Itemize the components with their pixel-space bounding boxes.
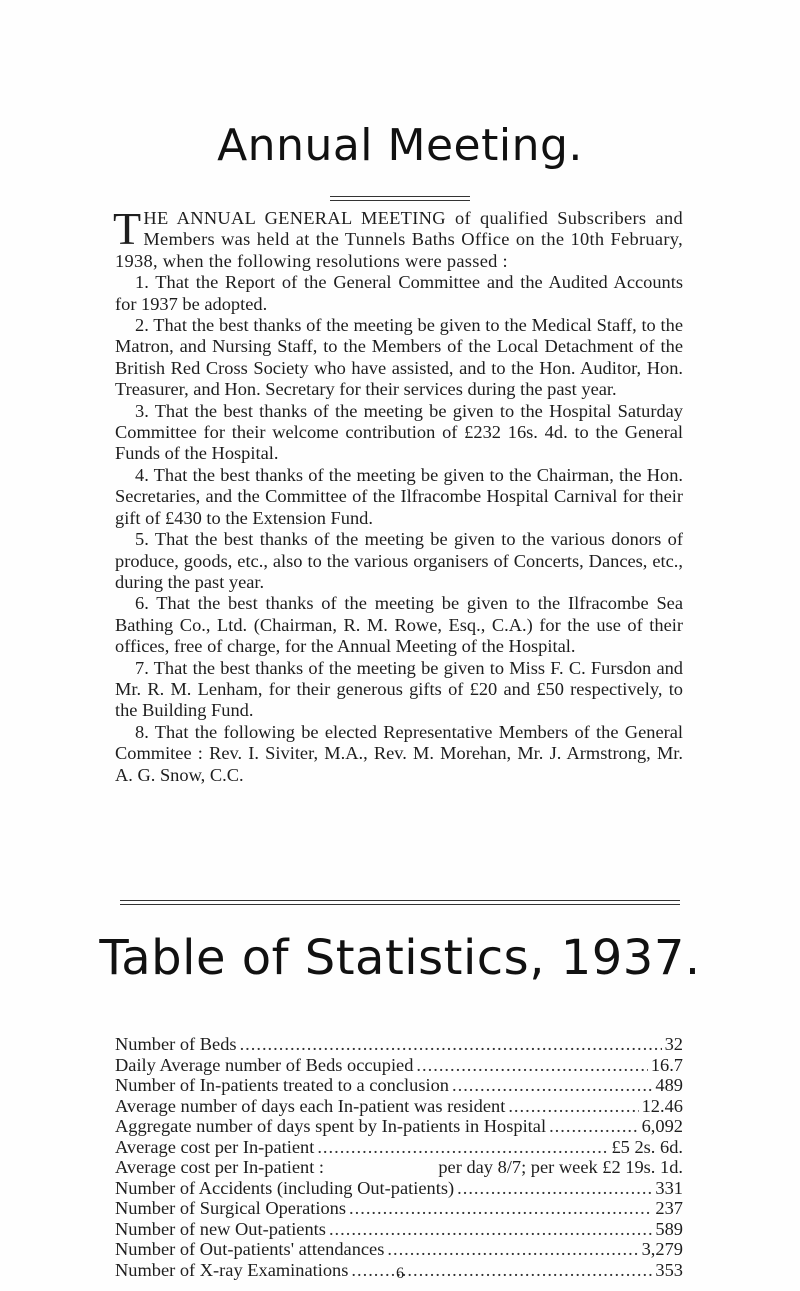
leader-dots xyxy=(387,1239,638,1260)
leader-dots xyxy=(508,1096,638,1117)
leader-dots xyxy=(416,1055,647,1076)
stat-value: 12.46 xyxy=(641,1095,683,1116)
stat-row xyxy=(115,1198,683,1219)
statistics-table xyxy=(115,1034,683,1280)
leader-dots xyxy=(457,1178,652,1199)
leader-dots xyxy=(240,1034,662,1055)
resolution-4: 4. That the best thanks of the meeting be given to the Chairman, the Hon. Secretaries, and the Committee of the Ilfracombe Hospital Carnival for their gift of £430 to the Extension Fund. xyxy=(115,464,683,528)
stat-value: 353 xyxy=(655,1259,683,1280)
stat-row xyxy=(115,1055,683,1076)
stat-label: Number of Surgical Operations xyxy=(115,1198,347,1218)
intro-paragraph xyxy=(113,203,683,272)
resolution-1: 1. That the Report of the General Committee and the Audited Accounts for 1937 be adopted. xyxy=(115,272,683,314)
leader-dots xyxy=(329,1219,652,1240)
resolution-2: 2. That the best thanks of the meeting be given to the Medical Staff, to the Matron, and Nursing Staff, to the Members of the Local Detachment of the British Red Cross Society who have assisted, and to the Hon. Auditor, Hon. Treasurer, and Hon. Secretary for their services during the past year. xyxy=(115,315,683,400)
page-title: Annual Meeting. xyxy=(217,120,583,171)
stat-value: 331 xyxy=(655,1177,683,1198)
stat-value: £5 2s. 6d. xyxy=(611,1136,683,1157)
stat-label: Average cost per In-patient : xyxy=(115,1157,325,1177)
meeting-report xyxy=(113,203,683,786)
stat-value: 6,092 xyxy=(641,1116,683,1136)
stat-value: 489 xyxy=(655,1075,683,1095)
stat-value: 237 xyxy=(655,1198,683,1218)
leader-dots xyxy=(349,1198,652,1219)
stat-label: Daily Average number of Beds occupied xyxy=(115,1054,414,1075)
stat-value: 3,279 xyxy=(641,1239,683,1259)
stat-value: 16.7 xyxy=(650,1054,683,1075)
resolution-7: 7. That the best thanks of the meeting be given to Miss F. C. Fursdon and Mr. R. M. Lenham, for their generous gifts of £20 and £50 respectively, to the Building Fund. xyxy=(115,657,683,721)
stat-label: Number of In-patients treated to a conclusion xyxy=(115,1075,449,1095)
leader-dots xyxy=(452,1075,652,1096)
stat-value: 32 xyxy=(664,1034,683,1054)
stat-row xyxy=(115,1219,683,1240)
stat-label: Number of Accidents (including Out-patients) xyxy=(115,1177,455,1198)
stat-value: per day 8/7; per week £2 19s. 1d. xyxy=(438,1157,683,1177)
stat-value: 589 xyxy=(655,1218,683,1239)
stat-row xyxy=(115,1157,683,1178)
stat-row xyxy=(115,1239,683,1260)
stat-row xyxy=(115,1178,683,1199)
stat-label: Aggregate number of days spent by In-patients in Hospital xyxy=(115,1116,547,1136)
resolution-5: 5. That the best thanks of the meeting be given to the various donors of produce, goods, etc., also to the various organisers of Concerts, Dances, etc., during the past year. xyxy=(115,529,683,592)
section-divider xyxy=(120,900,680,901)
section-divider xyxy=(120,904,680,905)
stat-row xyxy=(115,1034,683,1055)
stat-label: Number of X-ray Examinations xyxy=(115,1259,349,1280)
intro-text: HE ANNUAL GENERAL MEETING of qualified Subscribers and Members was held at the Tunnels Baths Office on the 10th February, 1938, when the following resolutions were passed : xyxy=(115,208,683,271)
stat-label: Average number of days each In-patient was resident xyxy=(115,1095,506,1116)
stat-row xyxy=(115,1116,683,1137)
drop-cap: T xyxy=(113,203,142,254)
stat-label: Average cost per In-patient xyxy=(115,1136,315,1157)
leader-dots xyxy=(317,1137,608,1158)
stats-title: Table of Statistics, 1937. xyxy=(99,930,701,986)
resolution-8: 8. That the following be elected Representative Members of the General Commitee : Rev. I. Siviter, M.A., Rev. M. Morehan, Mr. J. Armstrong, Mr. A. G. Snow, C.C. xyxy=(115,721,683,785)
resolution-6: 6. That the best thanks of the meeting be given to the Ilfracombe Sea Bathing Co., Ltd. (Chairman, R. M. Rowe, Esq., C.A.) for the use of their offices, free of charge, for the Annual Meeting of the Hospital. xyxy=(115,593,683,657)
stat-label: Number of new Out-patients xyxy=(115,1218,326,1239)
title-divider xyxy=(330,196,470,197)
stat-label: Number of Beds xyxy=(115,1034,237,1054)
leader-dots xyxy=(549,1116,639,1137)
page-number: 6 xyxy=(396,1265,404,1282)
resolution-3: 3. That the best thanks of the meeting be given to the Hospital Saturday Committee for their welcome contribution of £232 16s. 4d. to the General Funds of the Hospital. xyxy=(115,400,683,464)
stat-row xyxy=(115,1137,683,1158)
stat-label: Number of Out-patients' attendances xyxy=(115,1239,385,1259)
stat-row xyxy=(115,1096,683,1117)
title-divider xyxy=(330,200,470,201)
stat-row xyxy=(115,1075,683,1096)
